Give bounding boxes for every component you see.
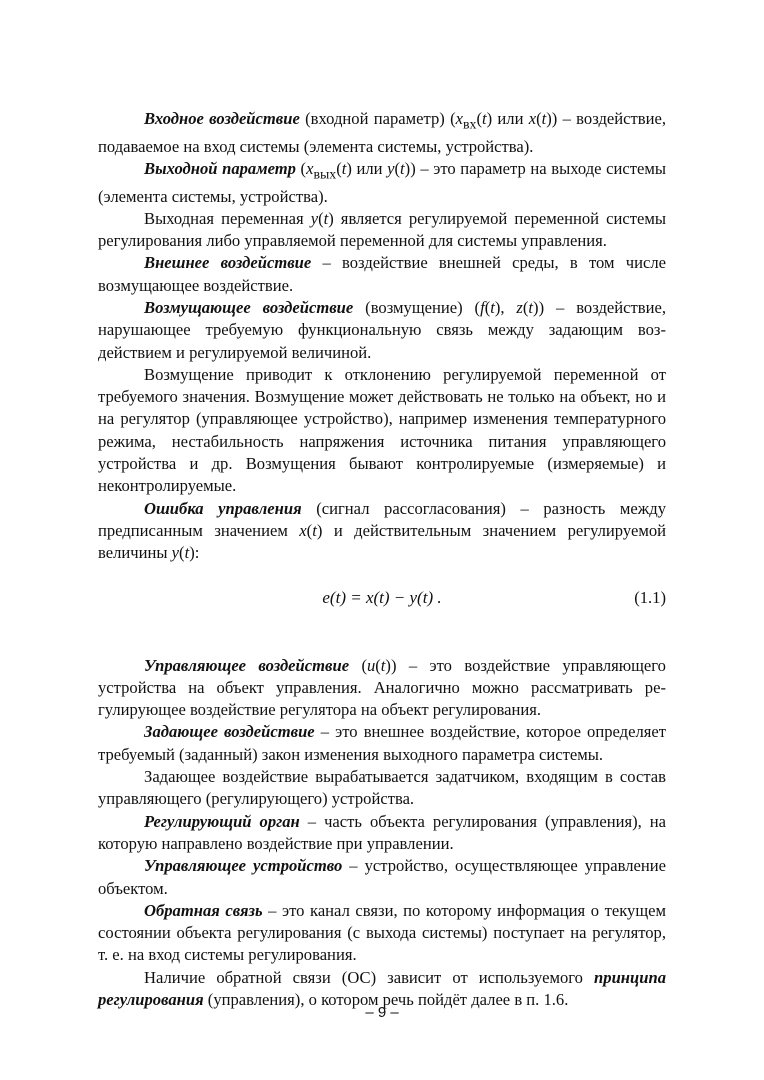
paragraph-control-error: Ошибка управления (сигнал рассогласования) – разность между предписанным значением x(t) и действительным значением регулируемой величины y(t): [98, 498, 667, 563]
paragraph-regulating-organ: Регулирующий орган – часть объекта регулирования (управления), на которую направлено воздействие при управлении. [98, 811, 667, 853]
term: Внешнее воздействие [144, 253, 312, 273]
paragraph-external-action: Внешнее воздействие – воздействие внешней среды, в том числе возмущающее воздействие. [98, 253, 666, 295]
paragraph-feedback-principle: Наличие обратной связи (ОС) зависит от используемого принципа регулирования (управления), о котором речь пойдёт далее в п. 1.6. [98, 967, 666, 1010]
paragraph-output-parameter: Выходной параметр ($x_{вых}(t)$ или y(t)) – это параметр на выходе системы (элемента системы, устройства). [98, 158, 666, 206]
term: Обратная связь [144, 900, 263, 920]
term: Выходной параметр [144, 158, 296, 178]
paragraph-disturbance: Возмущающее воздействие (возмущение) (f(t), z(t)) – воздействие, нарушающее требуемую функциональную связь между задающим воздействием и регулируемой величиной. [98, 298, 667, 362]
term: Управляющее устройство [144, 856, 343, 876]
term: Ошибка управления [144, 498, 302, 518]
term: Регулирующий орган [144, 811, 300, 831]
paragraph-output-variable: Выходная переменная y(t) является регулируемой переменной системы регулирования либо управляемой переменной для системы управления. [98, 208, 666, 251]
paragraph-feedback: Обратная связь – это канал связи, по которому информация о текущем состоянии объекта регулирования (с выхода системы) поступает на регулятор, т. е. на вход системы регулирования. [98, 900, 666, 965]
equation-number: (1.1) [634, 587, 666, 607]
term: Возмущающее воздействие [144, 298, 354, 317]
paragraph-control-device: Управляющее устройство – устройство, осуществляющее управление объектом. [98, 856, 666, 898]
paragraph-input-action: Входное воздействие (входной параметр) ($x_{вх}(t)$ или x(t)) – воздействие, подаваемое на вход системы (элемента системы, устройства). [98, 109, 666, 156]
term: Входное воздействие [144, 109, 300, 128]
equation-block [98, 577, 666, 625]
page-number: – 9 – [365, 1004, 399, 1021]
equation: e(t) = x(t) − y(t) . [322, 587, 442, 607]
paragraph-setpoint-generator: Задающее воздействие вырабатывается задатчиком, входящим в состав управляющего (регулирующего) устройства. [98, 767, 666, 809]
paragraph-setpoint-action: Задающее воздействие – это внешнее воздействие, которое определяет требуемый (заданный) закон изменения выходного параметра системы. [98, 722, 666, 764]
term: Управляющее воздействие [144, 655, 350, 675]
term: Задающее воздействие [144, 722, 315, 742]
page-content [98, 108, 666, 1011]
paragraph-disturbance-effects: Возмущение приводит к отклонению регулируемой переменной от требуемого значения. Возмущение может действовать не только на объект, но и на регулятор (управляющее устройство), например изменения температурного режима, нестабильность напряжения источника питания управляющего устройства и др. Возмущения бывают контролируемые (измеряемые) и неконтролируемые. [98, 364, 666, 496]
term: принципа регулирования [98, 967, 666, 1010]
paragraph-control-action: Управляющее воздействие (u(t)) – это воздействие управляющего устройства на объект управления. Аналогично можно рассматривать регулирующее воздействие регулятора на объект регулирования. [98, 655, 666, 720]
